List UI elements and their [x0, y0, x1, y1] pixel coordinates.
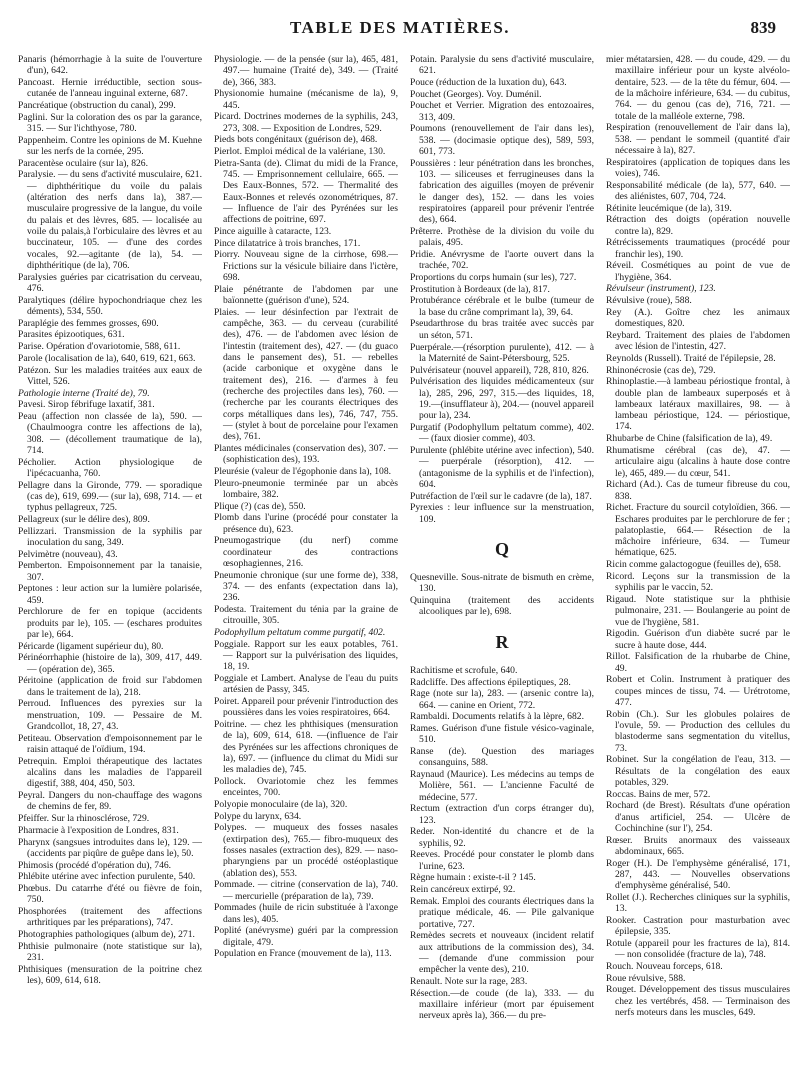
index-entry: Puerpérale.—(résorption purulente), 412. — à la Maternité de Saint-Pétersbourg, 525.	[410, 341, 594, 364]
index-entry: Physionomie humaine (mécanisme de la), 9, 445.	[214, 88, 398, 111]
section-letter: R	[495, 631, 509, 652]
index-entry: Pellagreux (sur le délire des), 809.	[18, 513, 150, 525]
index-entry: mier métatarsien, 428. — du coude, 429. — du maxillaire inférieur pour un kyste alvéolo-dentaire, 523. — de la tête du fémur, 604. — de la mâchoire inférieure, 634. — du cubitus, 764. — du genou (cas de), 716, 721. — totale de la malléole externe, 798.	[606, 54, 790, 122]
index-entry: Picard. Doctrines modernes de la syphilis, 243, 273, 308. — Exposition de Londres, 529.	[214, 111, 398, 134]
index-entry: Renault. Note sur la rage, 283.	[410, 975, 528, 987]
index-entry: Paraplégie des femmes grosses, 690.	[18, 317, 159, 329]
index-entry: Photographies pathologiques (album de), 271.	[18, 928, 195, 940]
index-entry: Phthisie pulmonaire (note statistique sur la), 231.	[18, 940, 202, 963]
index-entry: Résection.—de coude (de la), 333. — du maxillaire inférieur (mort par épuisement nerveux après la), 366.— du pre-	[410, 987, 594, 1022]
index-entry: Protubérance cérébrale et le bulbe (tumeur de la base du crâne comprimant la), 39, 64.	[410, 295, 594, 318]
page-number: 839	[750, 18, 776, 37]
index-entry: Ricord. Leçons sur la transmission de la syphilis par le vaccin, 52.	[606, 570, 790, 594]
index-column-2	[214, 54, 398, 1082]
index-entry: Paralysies guéries par cicatrisation du cerveau, 476.	[18, 271, 202, 294]
index-entry: Pouce (réduction de la luxation du), 643.	[410, 77, 567, 89]
index-entry: Rollet (J.). Recherches cliniques sur la syphilis, 13.	[606, 891, 790, 915]
index-entry: Pierlot. Emploi médical de la valériane, 130.	[214, 146, 386, 158]
index-column-4	[606, 54, 790, 1082]
index-entry: Peau (affection non classée de la), 590. — (Chaulmoogra contre les affections de la), 308. — (décollement traumatique de la), 714.	[18, 410, 202, 456]
index-entry: Pouchet (Georges). Voy. Duménil.	[410, 88, 542, 100]
index-entry: Pavesi. Sirop fébrifuge laxatif, 381.	[18, 399, 155, 411]
index-entry: Podesta. Traitement du ténia par la graine de citrouille, 305.	[214, 604, 398, 627]
index-entry: Pellizzari. Transmission de la syphilis par inoculation du sang, 349.	[18, 525, 202, 548]
index-entry: Rein cancéreux extirpé, 92.	[410, 884, 516, 896]
index-entry: Reder. Non-identité du chancre et de la syphilis, 92.	[410, 826, 594, 849]
index-entry: Putréfaction de l'œil sur le cadavre (de la), 187.	[410, 490, 592, 502]
index-entry: Révulsive (roue), 588.	[606, 295, 692, 307]
index-entry: Pelvimètre (nouveau), 43.	[18, 548, 118, 560]
index-entry: Révulseur (instrument), 123.	[606, 283, 716, 295]
index-entry: Polyopie monoculaire (de la), 320.	[214, 799, 348, 811]
index-entry: Pommades (huile de ricin substituée à l'axonge dans les), 405.	[214, 902, 398, 925]
index-entry: Pfeiffer. Sur la rhinosclérose, 729.	[18, 813, 150, 825]
index-entry: Parise. Opération d'ovariotomie, 588, 611.	[18, 341, 181, 353]
index-entry: Purulente (phlébite utérine avec infection), 540.— puerpérale (résorption), 412. — (antagonisme de la syphilis et de l'infection), 604.	[410, 444, 594, 490]
index-entry: Pharmacie à l'exposition de Londres, 831.	[18, 824, 179, 836]
index-entry: Peptones : leur action sur la lumière polarisée, 459.	[18, 583, 202, 606]
index-entry: Règne humain : existe-t-il ? 145.	[410, 872, 536, 884]
index-entry: Pollock. Ovariotomie chez les femmes enceintes, 700.	[214, 776, 398, 799]
index-entry: Physiologie. — de la pensée (sur la), 465, 481, 497.— humaine (Traité de), 349. — (Traité de), 366, 383.	[214, 54, 398, 88]
index-entry: Rhumatisme cérébral (cas de), 47. — articulaire aigu (alcalins à haute dose contre le), 465, 489.— du cœur, 541.	[606, 444, 790, 479]
index-entry: Pulvérisation des liquides médicamenteux (sur la), 285, 296, 297, 315.—des liquides, 18, 19.—(insufflateur à), 204.— (nouvel appareil pour la), 234.	[410, 376, 594, 422]
index-entry: Radcliffe. Des affections épileptiques, 28.	[410, 676, 571, 688]
index-entry: Rey (A.). Goître chez les animaux domestiques, 820.	[606, 306, 790, 330]
index-entry: Pneumonie chronique (sur une forme de), 338, 374. — des enfants (expectation dans la), 236.	[214, 569, 398, 604]
index-entry: Poggiale. Rapport sur les eaux potables, 761. — Rapport sur la pulvérisation des liquides, 18, 19.	[214, 638, 398, 673]
index-entry: Pommade. — citrine (conservation de la), 740. — mercurielle (préparation de la), 739.	[214, 879, 398, 902]
index-entry: Paglini. Sur la coloration des os par la garance, 315. — Sur l'ichthyose, 780.	[18, 111, 202, 135]
page-title: TABLE DES MATIÈRES.	[289, 18, 511, 37]
index-entry: Phlébite utérine avec infection purulente, 540.	[18, 871, 196, 883]
index-entry: Polypes. — muqueux des fosses nasales (extirpation des), 765.— fibro-muqueux des fosses nasales (extraction des), 829. — naso-pharyngiens par un procédé ostéoplastique (ablation des), 553.	[214, 822, 398, 879]
index-entry: Peyral. Dangers du non-chauffage des wagons de chemins de fer, 89.	[18, 790, 202, 813]
index-entry: Pouchet et Verrier. Migration des entozoaires, 313, 409.	[410, 100, 594, 123]
index-entry: Perchlorure de fer en topique (accidents produits par le), 105. — (eschares produites par le), 664.	[18, 606, 202, 640]
index-entry: Rhinoplastie.—à lambeau périostique frontal, à double plan de lambeaux superposés et à lambeaux latéraux maxillaires, 98. — à lambeau périostique, 124. — périostique, 174.	[606, 376, 790, 433]
index-entry: Rigodin. Guérison d'un diabète sucré par le sucre à haute dose, 444.	[606, 628, 790, 651]
index-entry: Remèdes secrets et nouveaux (incident relatif aux attributions de la commission des), 34. — (demande d'une commission pour empêcher la vente des), 210.	[410, 930, 594, 976]
index-entry: Rillot. Falsification de la rhubarbe de Chine, 49.	[606, 651, 790, 674]
index-entry: Pietra-Santa (de). Climat du midi de la France, 745. — Emprisonnement cellulaire, 665. — Des Eaux-Bonnes, 572. — Thermalité des Eaux-Bonnes et relevés ozonométriques, 87. — Influence de l'air des Pyrénées sur les affections de poitrine, 697.	[214, 157, 398, 226]
index-entry: Roccas. Bains de mer, 572.	[606, 788, 711, 800]
index-entry: Respiration (renouvellement de l'air dans la), 538. — pendant le sommeil (quantité d'air nécessaire à la), 827.	[606, 122, 790, 156]
index-columns	[18, 54, 790, 1082]
index-entry: Pancréatique (obstruction du canal), 299.	[18, 100, 176, 112]
index-entry: Reeves. Procédé pour constater le plomb dans l'urine, 623.	[410, 849, 594, 872]
index-entry: Parole (localisation de la), 640, 619, 621, 663.	[18, 352, 196, 364]
index-entry: Rectum (extraction d'un corps étranger du), 123.	[410, 803, 594, 826]
index-entry: Petiteau. Observation d'empoisonnement par le raisin attaqué de l'oïdium, 194.	[18, 732, 202, 756]
index-entry: Rage (note sur la), 283. — (arsenic contre la), 664. — canine en Orient, 772.	[410, 688, 594, 711]
index-entry: Respiratoires (application de topiques dans les voies), 746.	[606, 156, 790, 179]
index-entry: Potain. Paralysie du sens d'activité musculaire, 621.	[410, 54, 594, 77]
index-entry: Pulvérisateur (nouvel appareil), 728, 810, 826.	[410, 364, 589, 376]
index-entry: Pappenheim. Contre les opinions de M. Kuehne sur les nerfs de la cornée, 295.	[18, 134, 202, 158]
index-entry: Rooker. Castration pour masturbation avec épilepsie, 335.	[606, 914, 790, 938]
index-entry: Petrequin. Emploi thérapeutique des lactates alcalins dans les maladies de l'appareil digestif, 388, 404, 450, 503.	[18, 755, 202, 790]
index-entry: Poitrine. — chez les phthisiques (mensuration de la), 609, 614, 618. —(influence de l'air des Pyrénées sur les affections chroniques de la), 697. — (influence du climat du Midi sur les maladies de), 745.	[214, 719, 398, 776]
index-entry: Poumons (renouvellement de l'air dans les), 538. — (docimasie optique des), 589, 593, 601, 773.	[410, 123, 594, 158]
index-column-1	[18, 54, 202, 1082]
section-letter: Q	[494, 538, 509, 559]
index-entry: Réveil. Cosmétiques au point de vue de l'hygiène, 364.	[606, 260, 790, 283]
index-entry: Purgatif (Podophyllum peltatum comme), 402. — (faux diosier comme), 403.	[410, 421, 594, 445]
index-entry: Pleurésie (valeur de l'égophonie dans la), 108.	[214, 465, 392, 477]
index-entry: Patézon. Sur les maladies traitées aux eaux de Vittel, 526.	[18, 364, 202, 387]
index-entry: Rouget. Développement des tissus musculaires chez les vertébrés, 458. — Terminaison des nerfs moteurs dans les muscles, 649.	[606, 984, 790, 1018]
index-entry: Pécholier. Action physiologique de l'ipécacuanha, 760.	[18, 456, 202, 479]
index-entry: Poussières : leur pénétration dans les bronches, 103. — siliceuses et ferrugineuses dans la fabrication des aiguilles (moyen de prévenir le danger des), 152. — dans les voies respiratoires (appareil pour prévenir l'entrée des), 664.	[410, 157, 594, 226]
index-entry: Pneumogastrique (du nerf) comme coordinateur des contractions œsophagiennes, 216.	[214, 535, 398, 569]
index-entry: Plique (?) (cas de), 550.	[214, 500, 306, 512]
index-entry: Plantes médicinales (conservation des), 307. — (sophistication des), 193.	[214, 442, 398, 466]
index-entry: Roue révulsive, 588.	[606, 972, 686, 984]
index-entry: Robert et Colin. Instrument à pratiquer des coupes minces de tissu, 74. — Urétrotome, 477.	[606, 674, 790, 708]
index-entry: Péritoine (application de froid sur l'abdomen dans le traitement de la), 218.	[18, 675, 202, 698]
index-entry: Pieds bots congénitaux (guérison de), 468.	[214, 134, 378, 146]
index-entry: Rochard (de Brest). Résultats d'une opération d'anus artificiel, 254. — Ulcère de Cochinchine (sur l'), 254.	[606, 800, 790, 834]
index-entry: Poiret. Appareil pour prévenir l'introduction des poussières dans les voies respiratoires, 664.	[214, 696, 398, 719]
index-entry: Raynaud (Maurice). Les médecins au temps de Molière, 561. — L'ancienne Faculté de médecine, 577.	[410, 769, 594, 803]
index-entry: Rhinonécrosie (cas de), 729.	[606, 364, 716, 376]
index-entry: Roger (H.). De l'emphysème généralisé, 171, 287, 443. — Nouvelles observations d'emphysème généralisé, 540.	[606, 857, 790, 892]
index-entry: Quinquina (traitement des accidents alcooliques par le), 698.	[410, 595, 594, 618]
index-entry: Reynolds (Russell). Traité de l'épilepsie, 28.	[606, 352, 776, 364]
index-entry: Rétinite leucémique (de la), 319.	[606, 202, 732, 214]
index-entry: Polype du larynx, 634.	[214, 810, 302, 822]
index-entry: Rambaldi. Documents relatifs à la lèpre, 682.	[410, 711, 584, 723]
index-entry: Reybard. Traitement des plaies de l'abdomen avec lésion de l'intestin, 427.	[606, 329, 790, 353]
index-entry: Rames. Guérison d'une fistule vésico-vaginale, 510.	[410, 723, 594, 746]
index-entry: Rouch. Nouveau forceps, 618.	[606, 960, 723, 972]
index-entry: Pince aiguille à cataracte, 123.	[214, 226, 332, 238]
index-entry: Poplité (anévrysme) guéri par la compression digitale, 479.	[214, 925, 398, 948]
index-entry: Pemberton. Empoisonnement par la tanaisie, 307.	[18, 560, 202, 583]
index-entry: Péricarde (ligament supérieur du), 80.	[18, 640, 164, 652]
index-entry: Pleuro-pneumonie terminée par un abcès lombaire, 382.	[214, 477, 398, 500]
index-entry: Podophyllum peltatum comme purgatif, 402.	[214, 627, 386, 639]
index-entry: Phœbus. Du catarrhe d'été ou fièvre de foin, 750.	[18, 882, 202, 906]
index-entry: Proportions du corps humain (sur les), 727.	[410, 272, 577, 284]
page-header	[0, 14, 800, 48]
index-entry: Remak. Emploi des courants électriques dans la pratique médicale, 46. — Pile galvanique portative, 727.	[410, 895, 594, 930]
index-column-3	[410, 54, 594, 1082]
index-entry: Paralysie. — du sens d'activité musculaire, 621. — diphthéritique du voile du palais (altération des nerfs dans la), 387.— musculaire progressive de la langue, du voile du palais et des lèvres, 685. — localisée au voile du palais,à l'orbiculaire des lèvres et au buccinateur, 105. — d'une des cordes vocales, 92.—agitante (de la), 54. — diphthéritique (de la), 706.	[18, 169, 202, 271]
index-entry: Pellagre dans la Gironde, 779. — sporadique (cas de), 619, 699.— (sur la), 698, 714. — et typhus pellagreux, 725.	[18, 479, 202, 514]
index-entry: Pyrexies : leur influence sur la menstruation, 109.	[410, 502, 594, 525]
index-entry: Panaris (hémorrhagie à la suite de l'ouverture d'un), 642.	[18, 54, 202, 77]
index-entry: Phimosis (procédé d'opération du), 746.	[18, 859, 172, 871]
index-entry: Pseudarthrose du bras traitée avec succès par un séton, 571.	[410, 318, 594, 341]
index-entry: Pancoast. Hernie irréductible, section sous-cutanée de l'anneau inguinal externe, 687.	[18, 77, 202, 100]
index-entry: Pharynx (sangsues introduites dans le), 129. — (accidents par piqûre de guêpe dans le), 50.	[18, 836, 202, 859]
index-entry: Périnéorrhaphie (histoire de la), 309, 417, 449. — (opération de), 365.	[18, 652, 202, 675]
index-entry: Quesneville. Sous-nitrate de bismuth en crème, 130.	[410, 572, 594, 595]
index-entry: Population en France (mouvement de la), 113.	[214, 948, 392, 960]
index-entry: Robin (Ch.). Sur les globules polaires de l'ovule, 59. — Production des cellules du blastoderme sans segmentation du vitellus, 73.	[606, 708, 790, 754]
index-entry: Rachitisme et scrofule, 640.	[410, 664, 518, 676]
index-entry: Pince dilatatrice à trois branches, 171.	[214, 237, 361, 249]
index-entry: Prostitution à Bordeaux (de la), 817.	[410, 283, 550, 295]
index-entry: Phosphorées (traitement des affections arthritiques par les préparations), 747.	[18, 905, 202, 929]
index-entry: Plaies. — leur désinfection par l'extrait de campêche, 363. — du cerveau (curabilité des), 476. — de l'abdomen avec lésion de l'intestin (traitement des), 427. — (du guaco dans le pansement des), 51. — rebelles (acide carbonique et oxygène dans le traitement des), 216. — d'armes à feu (recherche des projectiles dans les), 760. — (recherche par les courants électriques des corps métalliques dans les), 746, 747, 755. — (stylet à bout de porcelaine pour l'examen des), 761.	[214, 306, 398, 443]
index-entry: Rhubarbe de Chine (falsification de la), 49.	[606, 433, 773, 445]
index-entry: Perroud. Influences des pyrexies sur la menstruation, 109. — Pessaire de M. Grandcollot, 18, 27, 43.	[18, 698, 202, 733]
index-entry: Pridie. Anévrysme de l'aorte ouvert dans la trachée, 702.	[410, 249, 594, 272]
index-entry: Ranse (de). Question des mariages consanguins, 588.	[410, 746, 594, 769]
index-entry: Rigaud. Note statistique sur la phthisie pulmonaire, 231. — Boulangerie au point de vue de l'hygiène, 581.	[606, 593, 790, 628]
index-entry: Ricin comme galactogogue (feuilles de), 658.	[606, 559, 782, 571]
index-entry: Rétraction des doigts (opération nouvelle contre la), 829.	[606, 214, 790, 237]
index-entry: Rœser. Bruits anormaux des vaisseaux abdominaux, 665.	[606, 834, 790, 857]
index-entry: Plomb dans l'urine (procédé pour constater la présence du), 623.	[214, 512, 398, 535]
index-entry: Plaie pénétrante de l'abdomen par une baïonnette (guérison d'une), 524.	[214, 283, 398, 307]
index-entry: Pathologie interne (Traité de), 79.	[18, 387, 150, 399]
index-entry: Robinet. Sur la congélation de l'eau, 313. — Résultats de la congélation des eaux potables, 329.	[606, 754, 790, 788]
index-entry: Phthisiques (mensuration de la poitrine chez les), 609, 614, 618.	[18, 963, 202, 987]
index-entry: Poggiale et Lambert. Analyse de l'eau du puits artésien de Passy, 345.	[214, 673, 398, 696]
index-entry: Parasites épizootiques, 631.	[18, 329, 125, 341]
index-entry: Rétrécissements traumatiques (procédé pour franchir les), 190.	[606, 237, 790, 260]
index-entry: Paralytiques (délire hypochondriaque chez les déments), 534, 550.	[18, 294, 202, 317]
index-entry: Rotule (appareil pour les fractures de la), 814. — non consolidée (fracture de la), 748.	[606, 937, 790, 961]
index-entry: Richet. Fracture du sourcil cotyloïdien, 366. — Eschares produites par le perchlorure de fer ; palatoplastie, 664.— Résection de la mâchoire inférieure, 634. — Tumeur hématique, 625.	[606, 502, 790, 559]
index-entry: Prêterre. Prothèse de la division du voile du palais, 495.	[410, 226, 594, 249]
index-entry: Piorry. Nouveau signe de la cirrhose, 698.— Frictions sur la vésicule biliaire dans l'ictère, 698.	[214, 249, 398, 284]
index-entry: Responsabilité médicale (de la), 577, 640. — des aliénistes, 607, 704, 724.	[606, 179, 790, 202]
index-entry: Paracentèse oculaire (sur la), 826.	[18, 157, 148, 169]
index-entry: Richard (Ad.). Cas de tumeur fibreuse du cou, 838.	[606, 479, 790, 502]
